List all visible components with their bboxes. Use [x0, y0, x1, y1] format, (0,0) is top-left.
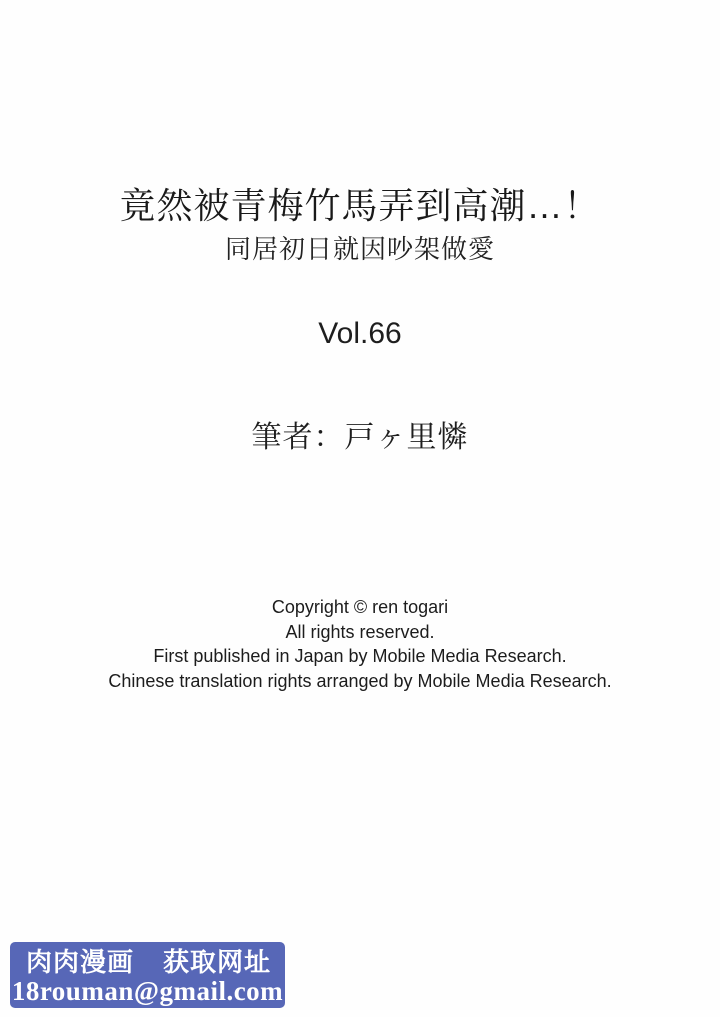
watermark-title-row: [10, 942, 285, 977]
copyright-line-4: Chinese translation rights arranged by Mobile Media Research.: [108, 671, 612, 692]
site-watermark: [10, 942, 285, 1008]
copyright-line-1: Copyright © ren togari: [271, 597, 449, 617]
author-credit: 筆者：戸ヶ里憐: [251, 421, 469, 454]
series-subtitle: 同居初日就因吵架做愛: [224, 234, 495, 264]
volume-number: Vol.66: [318, 317, 402, 350]
watermark-site-label: 获取网址: [162, 947, 271, 977]
watermark-site-name: 肉肉漫画: [26, 947, 135, 977]
copyright-block: [0, 595, 720, 694]
watermark-email: 18rouman@gmail.com: [11, 976, 284, 1006]
series-title: 竟然被青梅竹馬弄到高潮…！: [119, 185, 601, 226]
copyright-line-3: First published in Japan by Mobile Media Research.: [153, 646, 567, 667]
copyright-line-2: All rights reserved.: [285, 621, 435, 642]
